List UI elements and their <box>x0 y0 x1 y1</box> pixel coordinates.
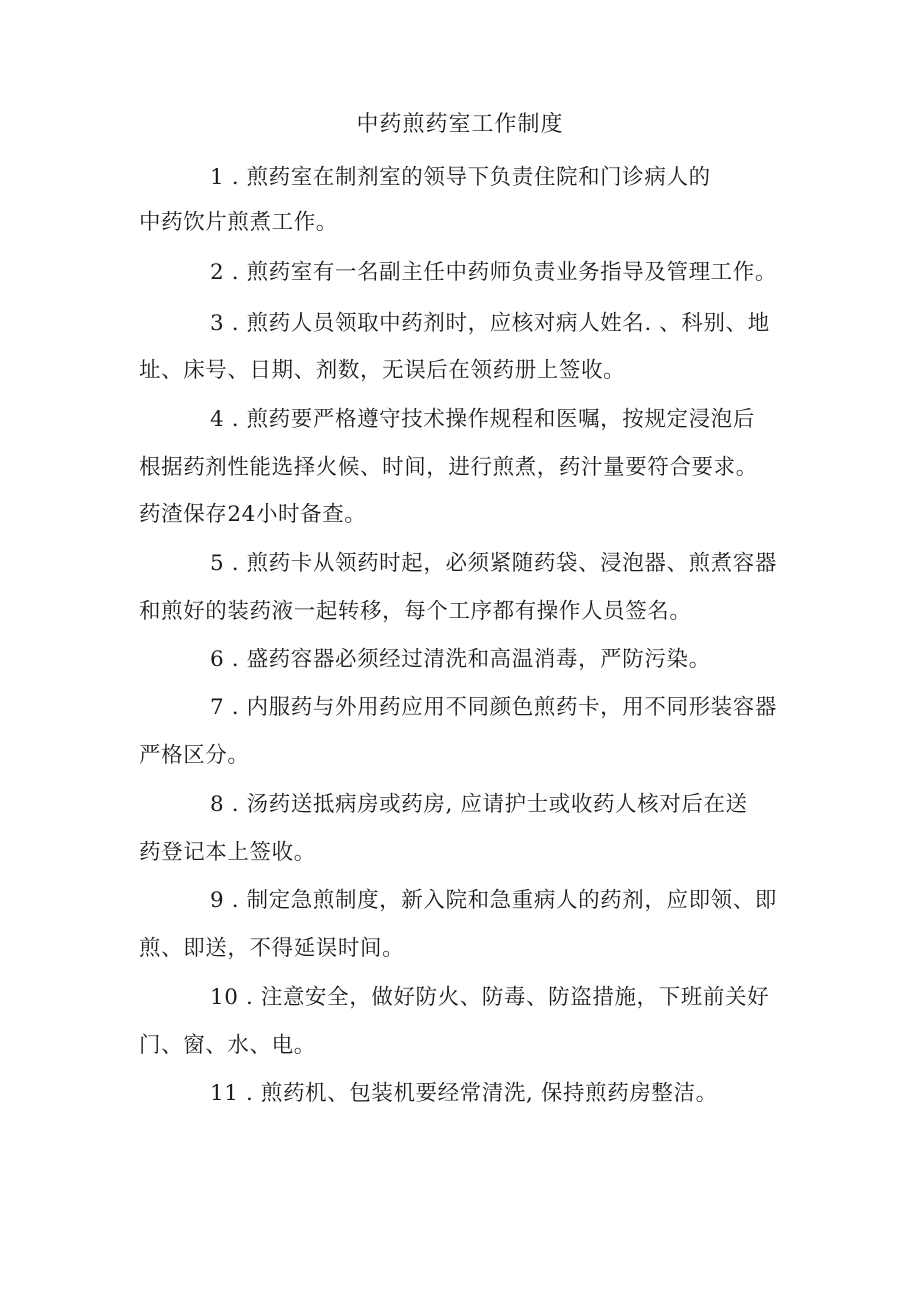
rule-8-line-1: 8 . 汤药送抵病房或药房, 应请护士或收药人核对后在送 <box>210 792 748 817</box>
rule-10-line-1: 10 . 注意安全，做好防火、防毒、防盗措施，下班前关好 <box>210 985 770 1010</box>
rule-10-line-2: 门、窗、水、电。 <box>139 1033 316 1058</box>
rule-5-line-2: 和煎好的装药液一起转移，每个工序都有操作人员签名。 <box>139 599 692 624</box>
rule-2-line-1: 2 . 煎药室有一名副主任中药师负责业务指导及管理工作。 <box>210 260 777 285</box>
rule-4-line-2: 根据药剂性能选择火候、时间，进行煎煮，药汁量要符合要求。 <box>139 455 758 480</box>
rule-8-line-2: 药登记本上签收。 <box>139 840 316 865</box>
rule-7-line-1: 7 . 内服药与外用药应用不同颜色煎药卡，用不同形装容器 <box>210 695 777 720</box>
rule-4-line-3: 药渣保存24小时备查。 <box>139 502 367 527</box>
rule-3-line-2: 址、床号、日期、剂数，无误后在领药册上签收。 <box>139 358 626 383</box>
rule-9-line-2: 煎、即送，不得延误时间。 <box>139 936 405 961</box>
rule-7-line-2: 严格区分。 <box>139 743 250 768</box>
rule-4-line-1: 4 . 煎药要严格遵守技术操作规程和医嘱，按规定浸泡后 <box>210 407 755 432</box>
rule-1-line-2: 中药饮片煎煮工作。 <box>139 210 338 235</box>
document-title: 中药煎药室工作制度 <box>356 112 564 137</box>
rule-1-line-1: 1 . 煎药室在制剂室的领导下负责住院和门诊病人的 <box>210 165 711 190</box>
rule-3-line-1: 3 . 煎药人员领取中药剂时，应核对病人姓名. 、科别、地 <box>210 311 770 336</box>
rule-11-line-1: 11 . 煎药机、包装机要经常清洗, 保持煎药房整洁。 <box>210 1081 718 1106</box>
rule-6-line-1: 6 . 盛药容器必须经过清洗和高温消毒，严防污染。 <box>210 647 711 672</box>
rule-9-line-1: 9 . 制定急煎制度，新入院和急重病人的药剂，应即领、即 <box>210 888 777 913</box>
rule-5-line-1: 5 . 煎药卡从领药时起，必须紧随药袋、浸泡器、煎煮容器 <box>210 551 777 576</box>
